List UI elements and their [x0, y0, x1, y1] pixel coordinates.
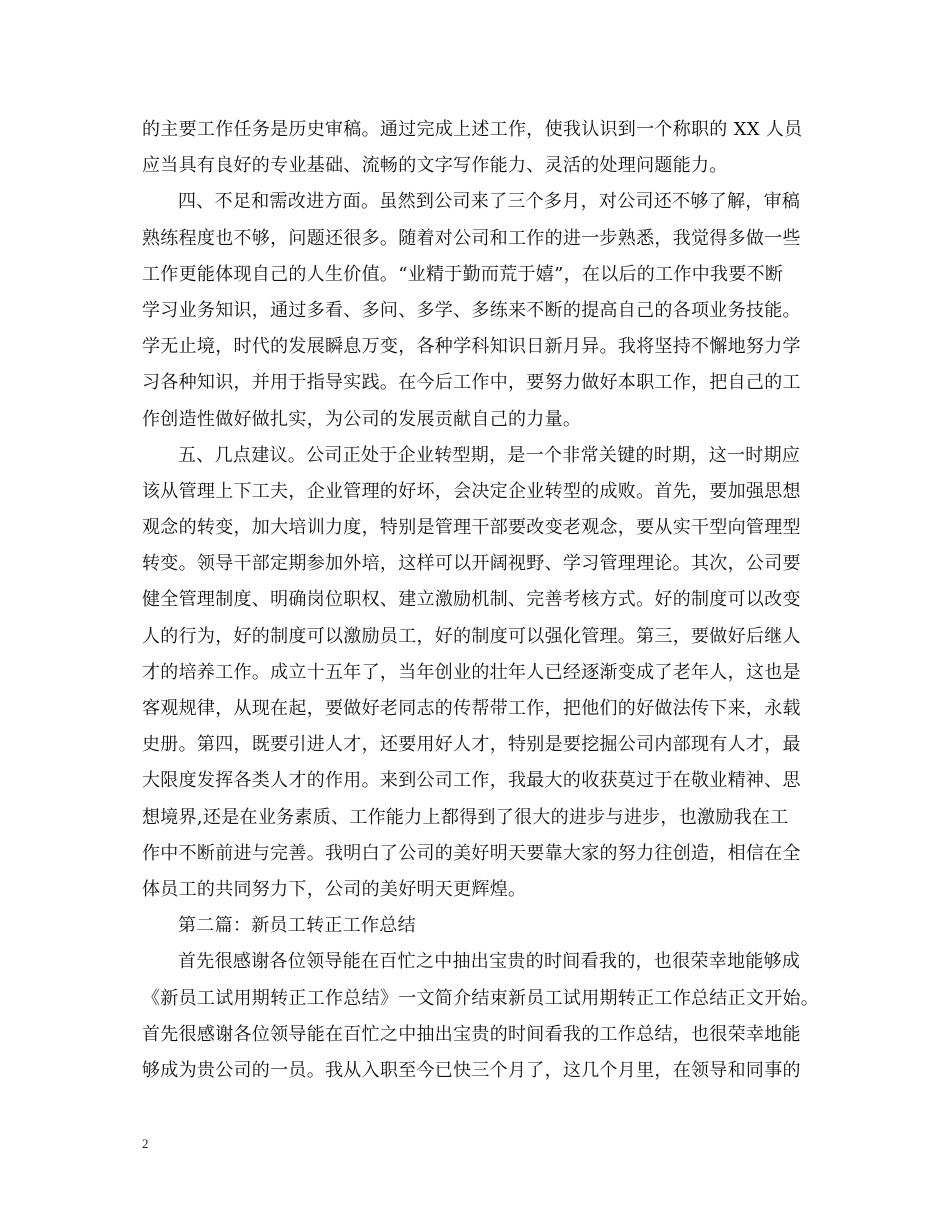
text-line: 观念的转变，加大培训力度，特别是管理干部要改变老观念，要从实干型向管理型: [142, 517, 801, 539]
text-line: 学习业务知识，通过多看、多问、多学、多练来不断的提高自己的各项业务技能。: [142, 299, 801, 321]
text-line: 史册。第四，既要引进人才，还要用好人才，特别是要挖掘公司内部现有人才，最: [142, 734, 801, 756]
paragraph-start-line: 四、不足和需改进方面。虽然到公司来了三个多月，对公司还不够了解，审稿: [178, 191, 801, 213]
document-body: [142, 112, 822, 1089]
text-line: 体员工的共同努力下，公司的美好明天更辉煌。: [142, 878, 527, 900]
text-line: 作创造性做好做扎实，为公司的发展贡献自己的力量。: [142, 408, 582, 430]
paragraph-start-line: 首先很感谢各位领导能在百忙之中抽出宝贵的时间看我的，也很荣幸地能够成: [178, 951, 801, 973]
text-line: 的主要工作任务是历史审稿。通过完成上述工作，使我认识到一个称职的 XX 人员: [142, 119, 803, 140]
text-line: 健全管理制度、明确岗位职权、建立激励机制、完善考核方式。好的制度可以改变: [142, 589, 801, 611]
text-line: 学无止境，时代的发展瞬息万变，各种学科知识日新月异。我将坚持不懈地努力学: [142, 336, 801, 358]
text-line: 大限度发挥各类人才的作用。来到公司工作，我最大的收获莫过于在敬业精神、思: [142, 770, 801, 792]
text-line: 《新员工试用期转正工作总结》一文简介结束新员工试用期转正工作总结正文开始。: [142, 987, 820, 1009]
text-line: 首先很感谢各位领导能在百忙之中抽出宝贵的时间看我的工作总结，也很荣幸地能: [142, 1023, 801, 1045]
text-line: 转变。领导干部定期参加外培，这样可以开阔视野、学习管理理论。其次，公司要: [142, 553, 801, 575]
text-line: 想境界,还是在业务素质、工作能力上都得到了很大的进步与进步，也激励我在工: [142, 806, 789, 828]
text-line: 工作更能体现自己的人生价值。“业精于勤而荒于嬉”，在以后的工作中我要不断: [142, 263, 784, 285]
section-heading: 第二篇：新员工转正工作总结: [178, 915, 416, 937]
paragraph-start-line: 五、几点建议。公司正处于企业转型期，是一个非常关键的时期，这一时期应: [178, 444, 801, 466]
text-line: 熟练程度也不够，问题还很多。随着对公司和工作的进一步熟悉，我觉得多做一些: [142, 227, 801, 249]
page-number: 2: [142, 1136, 149, 1151]
text-line: 客观规律，从现在起，要做好老同志的传帮带工作，把他们的好做法传下来，永载: [142, 698, 801, 719]
text-line: 应当具有良好的专业基础、流畅的文字写作能力、灵活的处理问题能力。: [142, 155, 728, 177]
text-line: 才的培养工作。成立十五年了，当年创业的壮年人已经逐渐变成了老年人，这也是: [142, 661, 801, 683]
text-line: 够成为贵公司的一员。我从入职至今已快三个月了，这几个月里，在领导和同事的: [142, 1059, 801, 1081]
text-line: 人的行为，好的制度可以激励员工，好的制度可以强化管理。第三，要做好后继人: [142, 625, 801, 647]
text-line: 作中不断前进与完善。我明白了公司的美好明天要靠大家的努力往创造，相信在全: [142, 842, 801, 864]
text-line: 该从管理上下工夫，企业管理的好坏，会决定企业转型的成败。首先，要加强思想: [142, 480, 801, 502]
text-line: 习各种知识，并用于指导实践。在今后工作中，要努力做好本职工作，把自己的工: [142, 372, 801, 394]
